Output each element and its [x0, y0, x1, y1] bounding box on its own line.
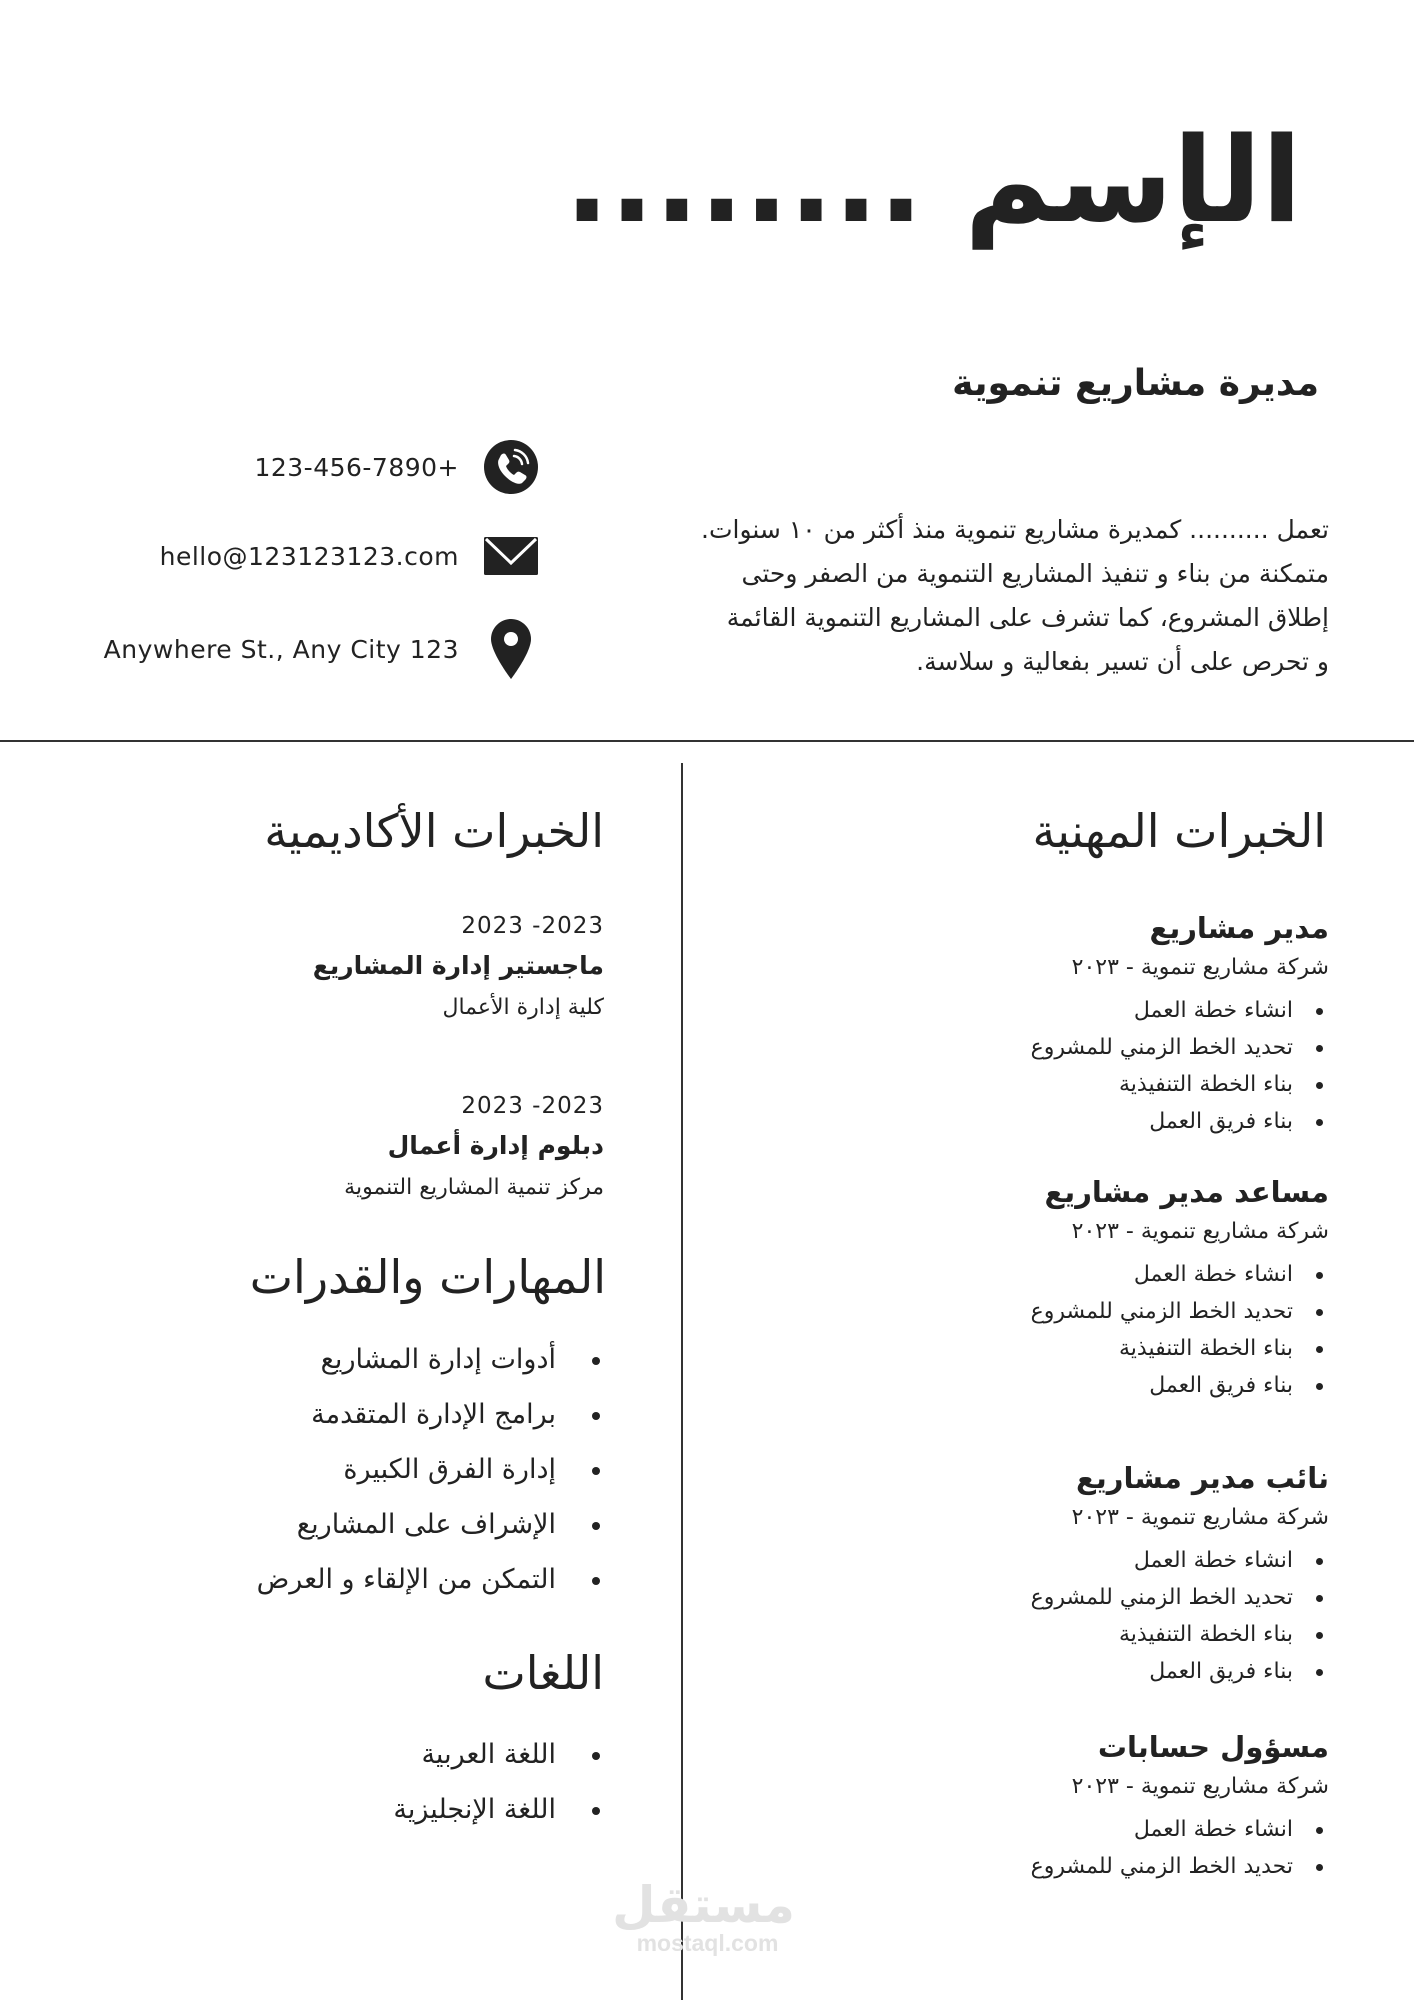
summary-line: متمكنة من بناء و تنفيذ المشاريع التنموية من الصفر وحتى [741, 559, 1329, 588]
job-task: تحديد الخط الزمني للمشروع [969, 1579, 1329, 1616]
education-entry [204, 906, 604, 1030]
job-task: بناء الخطة التنفيذية [969, 1330, 1329, 1367]
job-title: مديرة مشاريع تنموية [952, 363, 1319, 404]
skills-list [257, 1332, 604, 1607]
job-entry-company: شركة مشاريع تنموية - ٢٠٢٣ [1071, 955, 1329, 980]
job-tasks-list [969, 1542, 1329, 1690]
education-degree: دبلوم إدارة أعمال [387, 1131, 604, 1160]
education-degree: ماجستير إدارة المشاريع [312, 951, 604, 980]
skill-item: التمكن من الإلقاء و العرض [257, 1552, 604, 1607]
address: Anywhere St., Any City 123 [103, 634, 459, 664]
summary-line: إطلاق المشروع، كما تشرف على المشاريع التنموية القائمة [726, 603, 1329, 632]
experience-heading: الخبرات المهنية [1032, 804, 1326, 858]
profile-summary [669, 508, 1329, 684]
horizontal-divider [0, 740, 1414, 742]
phone-icon [483, 439, 539, 495]
job-task: تحديد الخط الزمني للمشروع [969, 1029, 1329, 1066]
summary-line: و تحرص على أن تسير بفعالية و سلاسة. [916, 647, 1329, 676]
job-tasks-list [969, 1811, 1329, 1885]
phone-number[interactable]: 123-456-7890+ [254, 452, 459, 482]
education-date: 2023 -2023 [461, 913, 604, 939]
email-address[interactable]: hello@123123123.com [159, 541, 459, 571]
skill-item: برامج الإدارة المتقدمة [257, 1387, 604, 1442]
job-entry-company: شركة مشاريع تنموية - ٢٠٢٣ [1071, 1505, 1329, 1530]
watermark-arabic: مستقل [612, 1876, 795, 1934]
skill-item: الإشراف على المشاريع [257, 1497, 604, 1552]
mostaql-watermark [612, 1876, 795, 1956]
job-entry [969, 1458, 1329, 1690]
job-task: انشاء خطة العمل [969, 1256, 1329, 1293]
job-tasks-list [969, 1256, 1329, 1404]
education-entry [204, 1086, 604, 1210]
job-task: تحديد الخط الزمني للمشروع [969, 1293, 1329, 1330]
job-entry-company: شركة مشاريع تنموية - ٢٠٢٣ [1071, 1219, 1329, 1244]
vertical-divider [681, 763, 683, 2000]
education-school: مركز تنمية المشاريع التنموية [344, 1175, 604, 1200]
job-task: بناء فريق العمل [969, 1367, 1329, 1404]
language-item: اللغة العربية [393, 1727, 604, 1782]
education-school: كلية إدارة الأعمال [442, 995, 604, 1020]
job-entry [969, 908, 1329, 1140]
skills-heading: المهارات والقدرات [249, 1250, 606, 1304]
job-entry-company: شركة مشاريع تنموية - ٢٠٢٣ [1071, 1774, 1329, 1799]
education-heading: الخبرات الأكاديمية [264, 804, 604, 858]
candidate-name: الإسم ........ [564, 111, 1302, 249]
job-task: انشاء خطة العمل [969, 1542, 1329, 1579]
contact-address-row [104, 619, 539, 679]
contact-email-row [160, 526, 539, 586]
job-tasks-list [969, 992, 1329, 1140]
languages-heading: اللغات [482, 1646, 604, 1700]
summary-line: تعمل .......... كمديرة مشاريع تنموية منذ أكثر من ١٠ سنوات. [701, 515, 1329, 544]
job-task: تحديد الخط الزمني للمشروع [969, 1848, 1329, 1885]
job-task: انشاء خطة العمل [969, 992, 1329, 1029]
skill-item: أدوات إدارة المشاريع [257, 1332, 604, 1387]
job-entry-title: مسؤول حسابات [1097, 1730, 1329, 1764]
job-task: بناء الخطة التنفيذية [969, 1066, 1329, 1103]
watermark-latin: mostaql.com [636, 1930, 779, 1956]
languages-list [393, 1727, 604, 1837]
job-task: انشاء خطة العمل [969, 1811, 1329, 1848]
job-entry-title: نائب مدير مشاريع [1076, 1461, 1329, 1495]
skill-item: إدارة الفرق الكبيرة [257, 1442, 604, 1497]
contact-phone-row [254, 437, 539, 497]
job-task: بناء فريق العمل [969, 1103, 1329, 1140]
job-entry [969, 1727, 1329, 1885]
education-date: 2023 -2023 [461, 1093, 604, 1119]
job-task: بناء فريق العمل [969, 1653, 1329, 1690]
job-entry [969, 1172, 1329, 1404]
job-task: بناء الخطة التنفيذية [969, 1616, 1329, 1653]
location-pin-icon [483, 621, 539, 677]
language-item: اللغة الإنجليزية [393, 1782, 604, 1837]
job-entry-title: مدير مشاريع [1149, 911, 1329, 945]
mail-icon [483, 528, 539, 584]
job-entry-title: مساعد مدير مشاريع [1044, 1175, 1329, 1209]
